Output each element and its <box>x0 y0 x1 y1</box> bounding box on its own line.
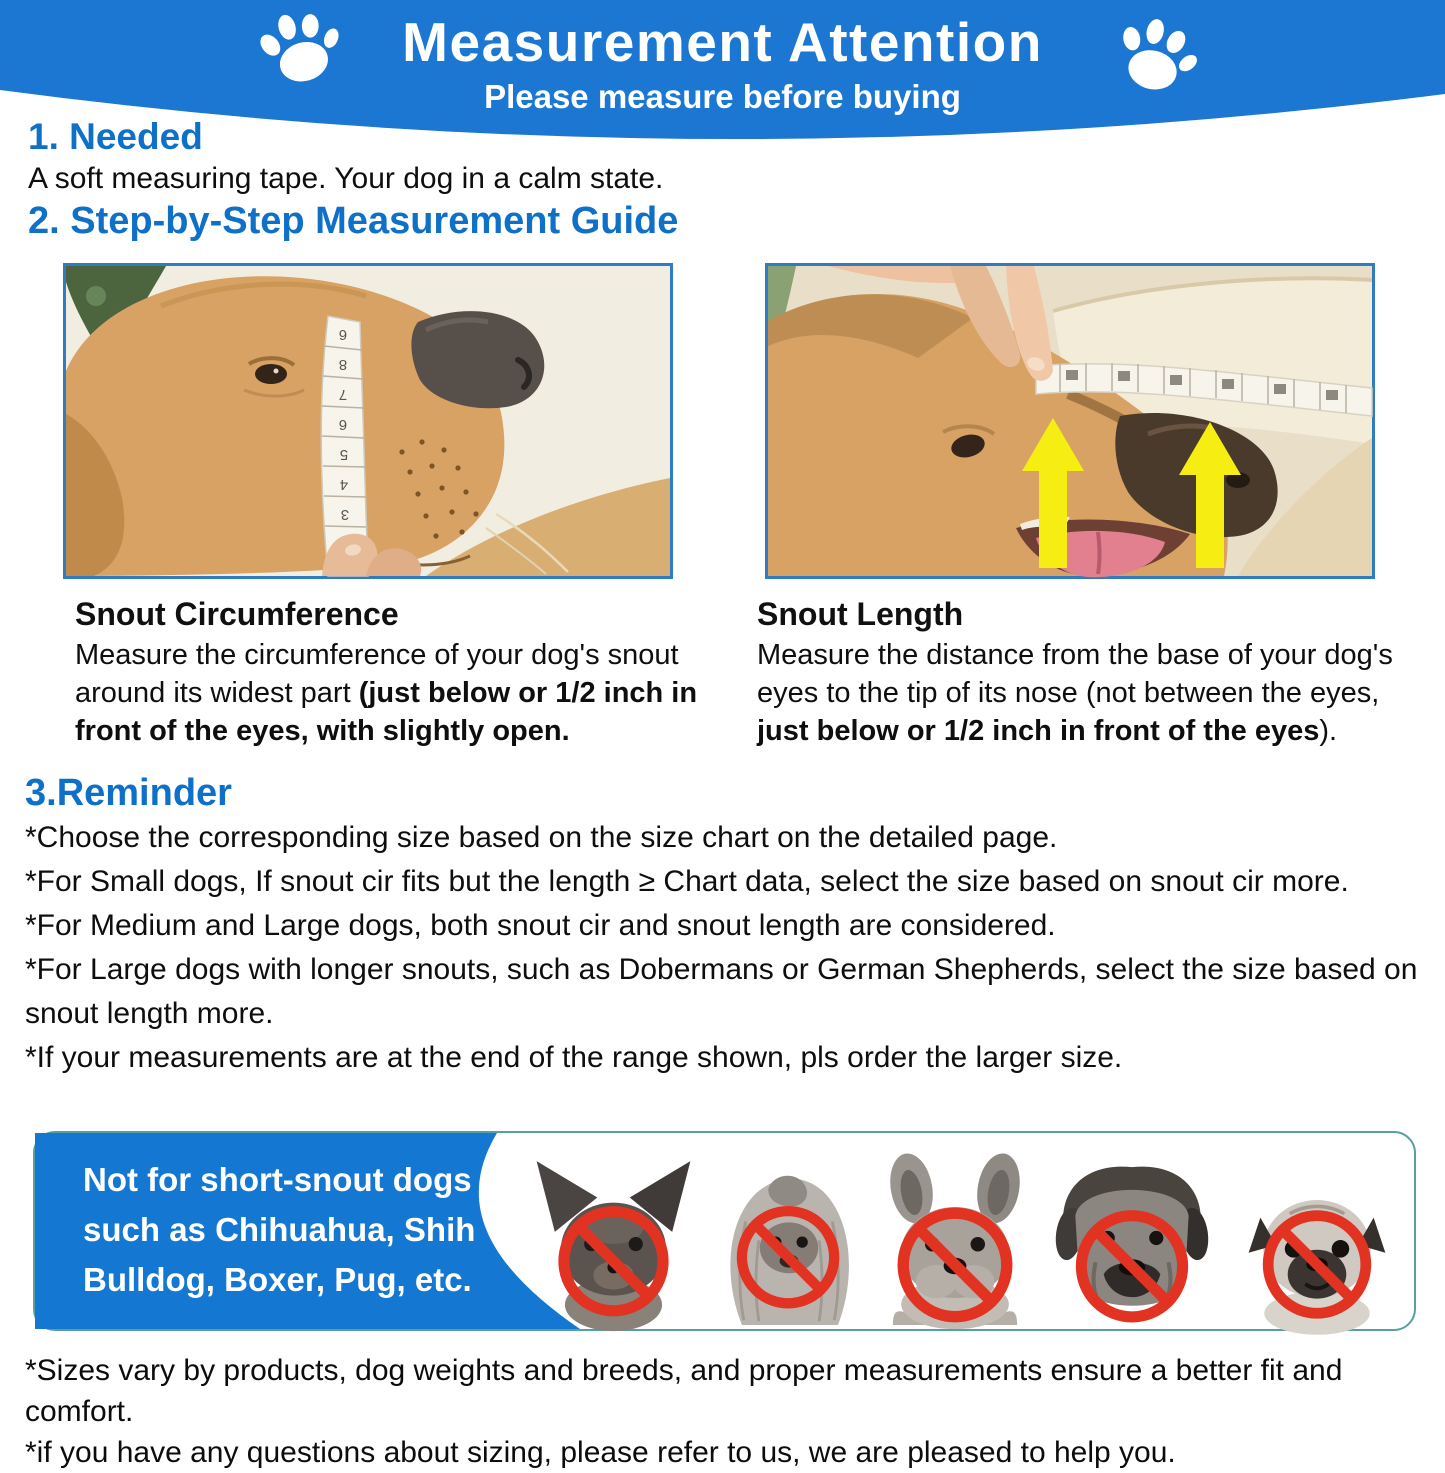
svg-text:7: 7 <box>338 386 348 403</box>
notice-line: Not for short-snout dogs <box>83 1161 472 1198</box>
svg-text:4: 4 <box>339 476 349 493</box>
reminder-list <box>25 816 1425 1080</box>
section-heading-needed: 1. Needed <box>28 116 203 157</box>
snout-length-photo <box>765 263 1375 579</box>
notice-text <box>83 1155 551 1305</box>
snout-circumference-photo <box>63 263 673 579</box>
needed-body: A soft measuring tape. Your dog in a calm state. <box>28 162 664 195</box>
svg-text:3: 3 <box>340 506 350 523</box>
dog-illustration-pug <box>1233 1159 1401 1325</box>
footer-note: *if you have any questions about sizing, please refer to us, we are pleased to help you. <box>25 1436 1176 1469</box>
svg-text:5: 5 <box>339 446 349 463</box>
svg-text:8: 8 <box>338 356 348 373</box>
reminder-item: *If your measurements are at the end of the range shown, pls order the larger size. <box>25 1041 1123 1074</box>
page-subtitle: Please measure before buying <box>484 78 961 115</box>
page-title: Measurement Attention <box>402 11 1043 73</box>
snout-circumference-illustration <box>66 266 670 576</box>
snout-length-illustration <box>768 266 1372 576</box>
footer-notes <box>25 1350 1425 1473</box>
dog-illustration-mastiff <box>1051 1153 1213 1325</box>
reminder-item: *Choose the corresponding size based on the size chart on the detailed page. <box>25 821 1058 854</box>
reminder-item: *For Medium and Large dogs, both snout cir and snout length are considered. <box>25 909 1056 942</box>
footer-note: *Sizes vary by products, dog weights and breeds, and proper measurements ensure a better fit and comfort. <box>25 1354 1343 1428</box>
dog-illustration-french-bulldog <box>871 1149 1039 1325</box>
svg-text:6: 6 <box>338 416 348 433</box>
dog-illustration-shih-tzu <box>713 1165 865 1325</box>
section-heading-reminder: 3.Reminder <box>25 772 232 814</box>
snout-length-description: Measure the distance from the base of your dog's eyes to the tip of its nose (not between the eyes, just below or 1/2 inch in front of the eyes). <box>757 639 1393 747</box>
reminder-item: *For Small dogs, If snout cir fits but the length ≥ Chart data, select the size based on snout cir more. <box>25 865 1349 898</box>
caption-snout-circumference: Snout Circumference <box>75 596 399 632</box>
notice-line: such as Chihuahua, Shih Tzu, <box>83 1211 551 1248</box>
reminder-item: *For Large dogs with longer snouts, such as Dobermans or German Shepherds, select the size based on snout length more. <box>25 953 1418 1030</box>
dog-illustration-chihuahua <box>531 1153 696 1325</box>
svg-text:6: 6 <box>338 326 348 343</box>
snout-circumference-description: Measure the circumference of your dog's snout around its widest part (just below or 1/2 inch in front of the eyes, with slightly open. <box>75 639 698 747</box>
caption-snout-length: Snout Length <box>757 596 964 632</box>
not-for-short-snout-notice <box>33 1131 1416 1331</box>
section-heading-guide: 2. Step-by-Step Measurement Guide <box>28 200 679 242</box>
notice-line: Bulldog, Boxer, Pug, etc. <box>83 1261 472 1298</box>
